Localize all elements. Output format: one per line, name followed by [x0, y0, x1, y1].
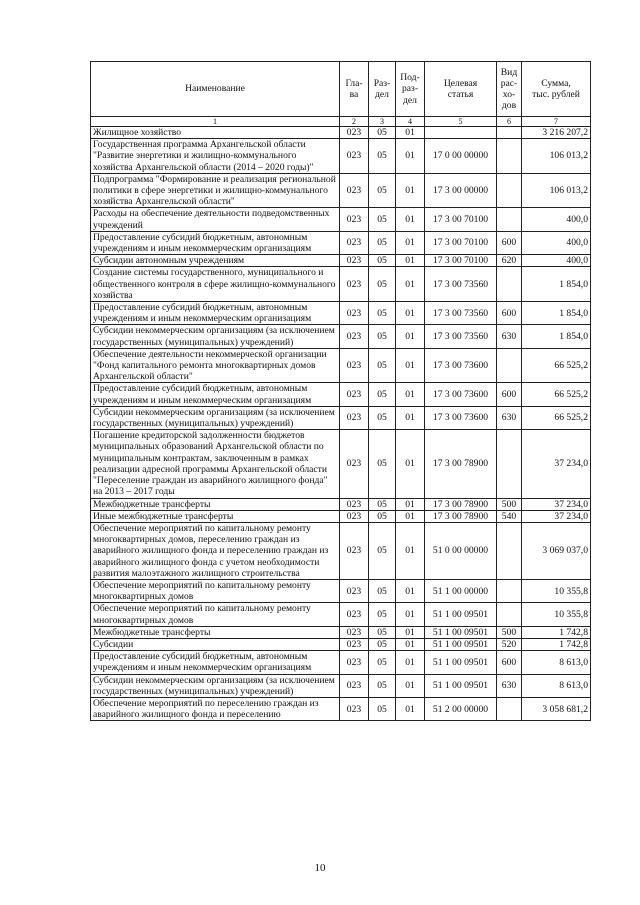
column-number: 3	[369, 117, 396, 127]
row-summa: 66 525,2	[522, 406, 591, 429]
row-summa: 400,0	[522, 208, 591, 231]
table-body	[91, 127, 591, 721]
row-razdel: 05	[369, 348, 396, 383]
row-glava: 023	[340, 406, 369, 429]
row-podrazdel: 01	[396, 498, 425, 510]
row-vid	[497, 173, 522, 208]
row-razdel: 05	[369, 302, 396, 325]
row-statya: 17 3 00 78900	[425, 510, 497, 522]
row-name: Межбюджетные трансферты	[91, 626, 340, 638]
row-glava: 023	[340, 139, 369, 174]
row-vid: 630	[497, 674, 522, 697]
row-razdel: 05	[369, 510, 396, 522]
table-row	[91, 651, 591, 674]
row-vid: 620	[497, 255, 522, 267]
table-row	[91, 498, 591, 510]
row-podrazdel: 01	[396, 638, 425, 650]
header-statya: Целевая статья	[425, 62, 497, 117]
row-vid	[497, 579, 522, 602]
row-statya: 51 0 00 00000	[425, 522, 497, 579]
row-glava: 023	[340, 579, 369, 602]
row-glava: 023	[340, 510, 369, 522]
row-summa: 1 854,0	[522, 302, 591, 325]
row-razdel: 05	[369, 626, 396, 638]
row-vid	[497, 430, 522, 498]
row-summa: 1 854,0	[522, 267, 591, 302]
row-razdel: 05	[369, 579, 396, 602]
row-podrazdel: 01	[396, 173, 425, 208]
row-vid	[497, 127, 522, 139]
table-row	[91, 139, 591, 174]
table-row	[91, 325, 591, 348]
row-statya: 51 1 00 09501	[425, 638, 497, 650]
row-vid: 600	[497, 302, 522, 325]
row-podrazdel: 01	[396, 510, 425, 522]
row-statya: 17 3 00 78900	[425, 430, 497, 498]
table-row	[91, 231, 591, 254]
row-razdel: 05	[369, 173, 396, 208]
header-razdel: Раз- дел	[369, 62, 396, 117]
row-name: Предоставление субсидий бюджетным, автономным учреждениям и иным некоммерческим организациям	[91, 383, 340, 406]
row-summa: 106 013,2	[522, 173, 591, 208]
row-statya: 17 3 00 78900	[425, 498, 497, 510]
row-vid: 520	[497, 638, 522, 650]
row-name: Погашение кредиторской задолженности бюджетов муниципальных образований Архангельской области по муниципальным контрактам, заключенным в рамках реализации адресной программы Архангельской области "Переселение граждан из аварийного жилищного фонда" на 2013 – 2017 годы	[91, 430, 340, 498]
row-glava: 023	[340, 325, 369, 348]
row-glava: 023	[340, 302, 369, 325]
row-podrazdel: 01	[396, 626, 425, 638]
row-summa: 3 058 681,2	[522, 697, 591, 720]
row-statya: 51 1 00 09501	[425, 651, 497, 674]
table-row	[91, 430, 591, 498]
row-glava: 023	[340, 383, 369, 406]
row-name: Межбюджетные трансферты	[91, 498, 340, 510]
row-statya: 17 3 00 73600	[425, 406, 497, 429]
row-summa: 37 234,0	[522, 430, 591, 498]
row-glava: 023	[340, 697, 369, 720]
table-row	[91, 173, 591, 208]
row-podrazdel: 01	[396, 579, 425, 602]
row-razdel: 05	[369, 208, 396, 231]
row-glava: 023	[340, 255, 369, 267]
row-podrazdel: 01	[396, 522, 425, 579]
row-vid	[497, 139, 522, 174]
row-summa: 66 525,2	[522, 348, 591, 383]
row-summa: 1 854,0	[522, 325, 591, 348]
row-vid: 600	[497, 651, 522, 674]
row-name: Субсидии некоммерческим организациям (за исключением государственных (муниципальных) учреждений)	[91, 674, 340, 697]
row-vid	[497, 522, 522, 579]
row-name: Обеспечение мероприятий по переселению граждан из аварийного жилищного фонда и переселению	[91, 697, 340, 720]
row-podrazdel: 01	[396, 603, 425, 626]
table-row	[91, 406, 591, 429]
row-vid	[497, 267, 522, 302]
column-number: 2	[340, 117, 369, 127]
column-number: 5	[425, 117, 497, 127]
header-vid: Вид рас- хо- дов	[497, 62, 522, 117]
header-glava: Гла- ва	[340, 62, 369, 117]
row-summa: 3 069 037,0	[522, 522, 591, 579]
row-glava: 023	[340, 231, 369, 254]
row-vid: 500	[497, 626, 522, 638]
row-summa: 66 525,2	[522, 383, 591, 406]
column-number: 1	[91, 117, 340, 127]
row-name: Жилищное хозяйство	[91, 127, 340, 139]
row-statya: 51 1 00 09501	[425, 674, 497, 697]
row-statya	[425, 127, 497, 139]
row-name: Подпрограмма "Формирование и реализация региональной политики в сфере энергетики и жилищно-коммунального хозяйства Архангельской области"	[91, 173, 340, 208]
row-razdel: 05	[369, 267, 396, 302]
row-podrazdel: 01	[396, 651, 425, 674]
row-podrazdel: 01	[396, 267, 425, 302]
row-vid	[497, 603, 522, 626]
row-vid: 600	[497, 231, 522, 254]
row-statya: 51 1 00 09501	[425, 626, 497, 638]
row-razdel: 05	[369, 383, 396, 406]
row-podrazdel: 01	[396, 255, 425, 267]
table-row	[91, 579, 591, 602]
row-statya: 17 3 00 00000	[425, 173, 497, 208]
row-vid	[497, 697, 522, 720]
column-number-row	[91, 117, 591, 127]
row-razdel: 05	[369, 231, 396, 254]
row-statya: 17 3 00 73560	[425, 267, 497, 302]
table-row	[91, 638, 591, 650]
row-statya: 17 3 00 73560	[425, 302, 497, 325]
row-summa: 400,0	[522, 231, 591, 254]
row-razdel: 05	[369, 430, 396, 498]
row-name: Субсидии некоммерческим организациям (за исключением государственных (муниципальных) учреждений)	[91, 325, 340, 348]
table-row	[91, 348, 591, 383]
table-row	[91, 302, 591, 325]
row-name: Предоставление субсидий бюджетным, автономным учреждениям и иным некоммерческим организациям	[91, 231, 340, 254]
row-podrazdel: 01	[396, 208, 425, 231]
header-summa: Сумма, тыс. рублей	[522, 62, 591, 117]
row-summa: 37 234,0	[522, 510, 591, 522]
row-razdel: 05	[369, 325, 396, 348]
row-statya: 17 3 00 73600	[425, 383, 497, 406]
row-razdel: 05	[369, 674, 396, 697]
row-glava: 023	[340, 267, 369, 302]
row-glava: 023	[340, 674, 369, 697]
row-summa: 10 355,8	[522, 603, 591, 626]
row-name: Расходы на обеспечение деятельности подведомственных учреждений	[91, 208, 340, 231]
row-name: Обеспечение деятельности некоммерческой организации "Фонд капитального ремонта многоквартирных домов Архангельской области"	[91, 348, 340, 383]
column-number: 7	[522, 117, 591, 127]
row-vid: 630	[497, 325, 522, 348]
table-row	[91, 697, 591, 720]
row-name: Государственная программа Архангельской области "Развитие энергетики и жилищно-коммунального хозяйства Архангельской области (2014 – 2020 годы)"	[91, 139, 340, 174]
row-statya: 17 0 00 00000	[425, 139, 497, 174]
row-name: Обеспечение мероприятий по капитальному ремонту многоквартирных домов	[91, 603, 340, 626]
row-glava: 023	[340, 430, 369, 498]
row-statya: 51 2 00 00000	[425, 697, 497, 720]
row-vid: 630	[497, 406, 522, 429]
row-razdel: 05	[369, 255, 396, 267]
row-summa: 1 742,8	[522, 638, 591, 650]
row-summa: 3 216 207,2	[522, 127, 591, 139]
row-summa: 10 355,8	[522, 579, 591, 602]
row-name: Обеспечение мероприятий по капитальному ремонту многоквартирных домов	[91, 579, 340, 602]
row-podrazdel: 01	[396, 127, 425, 139]
table-row	[91, 255, 591, 267]
row-glava: 023	[340, 498, 369, 510]
row-razdel: 05	[369, 406, 396, 429]
row-vid	[497, 208, 522, 231]
table-row	[91, 603, 591, 626]
row-razdel: 05	[369, 127, 396, 139]
row-statya: 17 3 00 70100	[425, 255, 497, 267]
row-name: Предоставление субсидий бюджетным, автономным учреждениям и иным некоммерческим организациям	[91, 302, 340, 325]
row-razdel: 05	[369, 522, 396, 579]
column-number: 4	[396, 117, 425, 127]
page-number: 10	[314, 862, 326, 874]
table-row	[91, 127, 591, 139]
row-glava: 023	[340, 173, 369, 208]
row-podrazdel: 01	[396, 406, 425, 429]
row-podrazdel: 01	[396, 231, 425, 254]
row-summa: 8 613,0	[522, 651, 591, 674]
row-summa: 37 234,0	[522, 498, 591, 510]
row-podrazdel: 01	[396, 383, 425, 406]
row-vid: 600	[497, 383, 522, 406]
row-razdel: 05	[369, 498, 396, 510]
header-row	[91, 62, 591, 117]
row-podrazdel: 01	[396, 139, 425, 174]
row-statya: 17 3 00 70100	[425, 208, 497, 231]
row-podrazdel: 01	[396, 697, 425, 720]
row-vid: 500	[497, 498, 522, 510]
row-razdel: 05	[369, 603, 396, 626]
row-glava: 023	[340, 208, 369, 231]
row-name: Создание системы государственного, муниципального и общественного контроля в сфере жилищно-коммунального хозяйства	[91, 267, 340, 302]
table-row	[91, 522, 591, 579]
row-name: Обеспечение мероприятий по капитальному ремонту многоквартирных домов, переселению граждан из аварийного жилищного фонда и переселению граждан из аварийного жилищного фонда с учетом необходимости развития малоэтажного жилищного строительства	[91, 522, 340, 579]
row-podrazdel: 01	[396, 430, 425, 498]
row-vid: 540	[497, 510, 522, 522]
row-summa: 1 742,8	[522, 626, 591, 638]
row-statya: 17 3 00 73600	[425, 348, 497, 383]
table-row	[91, 383, 591, 406]
row-glava: 023	[340, 626, 369, 638]
budget-table	[90, 61, 591, 721]
header-podrazdel: Под- раз- дел	[396, 62, 425, 117]
row-summa: 8 613,0	[522, 674, 591, 697]
row-name: Субсидии	[91, 638, 340, 650]
row-glava: 023	[340, 522, 369, 579]
row-glava: 023	[340, 638, 369, 650]
row-name: Предоставление субсидий бюджетным, автономным учреждениям и иным некоммерческим организациям	[91, 651, 340, 674]
row-razdel: 05	[369, 139, 396, 174]
row-name: Субсидии автономным учреждениям	[91, 255, 340, 267]
row-podrazdel: 01	[396, 325, 425, 348]
row-razdel: 05	[369, 638, 396, 650]
table-row	[91, 674, 591, 697]
row-glava: 023	[340, 127, 369, 139]
row-podrazdel: 01	[396, 674, 425, 697]
row-statya: 51 1 00 00000	[425, 579, 497, 602]
column-number: 6	[497, 117, 522, 127]
row-statya: 51 1 00 09501	[425, 603, 497, 626]
table-row	[91, 267, 591, 302]
row-statya: 17 3 00 73560	[425, 325, 497, 348]
row-razdel: 05	[369, 697, 396, 720]
row-glava: 023	[340, 348, 369, 383]
row-glava: 023	[340, 651, 369, 674]
row-podrazdel: 01	[396, 302, 425, 325]
row-name: Иные межбюджетные трансферты	[91, 510, 340, 522]
row-summa: 106 013,2	[522, 139, 591, 174]
header-name: Наименование	[91, 62, 340, 117]
row-summa: 400,0	[522, 255, 591, 267]
row-glava: 023	[340, 603, 369, 626]
table-row	[91, 208, 591, 231]
table-row	[91, 626, 591, 638]
row-vid	[497, 348, 522, 383]
row-podrazdel: 01	[396, 348, 425, 383]
row-razdel: 05	[369, 651, 396, 674]
row-name: Субсидии некоммерческим организациям (за исключением государственных (муниципальных) учреждений)	[91, 406, 340, 429]
table-row	[91, 510, 591, 522]
row-statya: 17 3 00 70100	[425, 231, 497, 254]
